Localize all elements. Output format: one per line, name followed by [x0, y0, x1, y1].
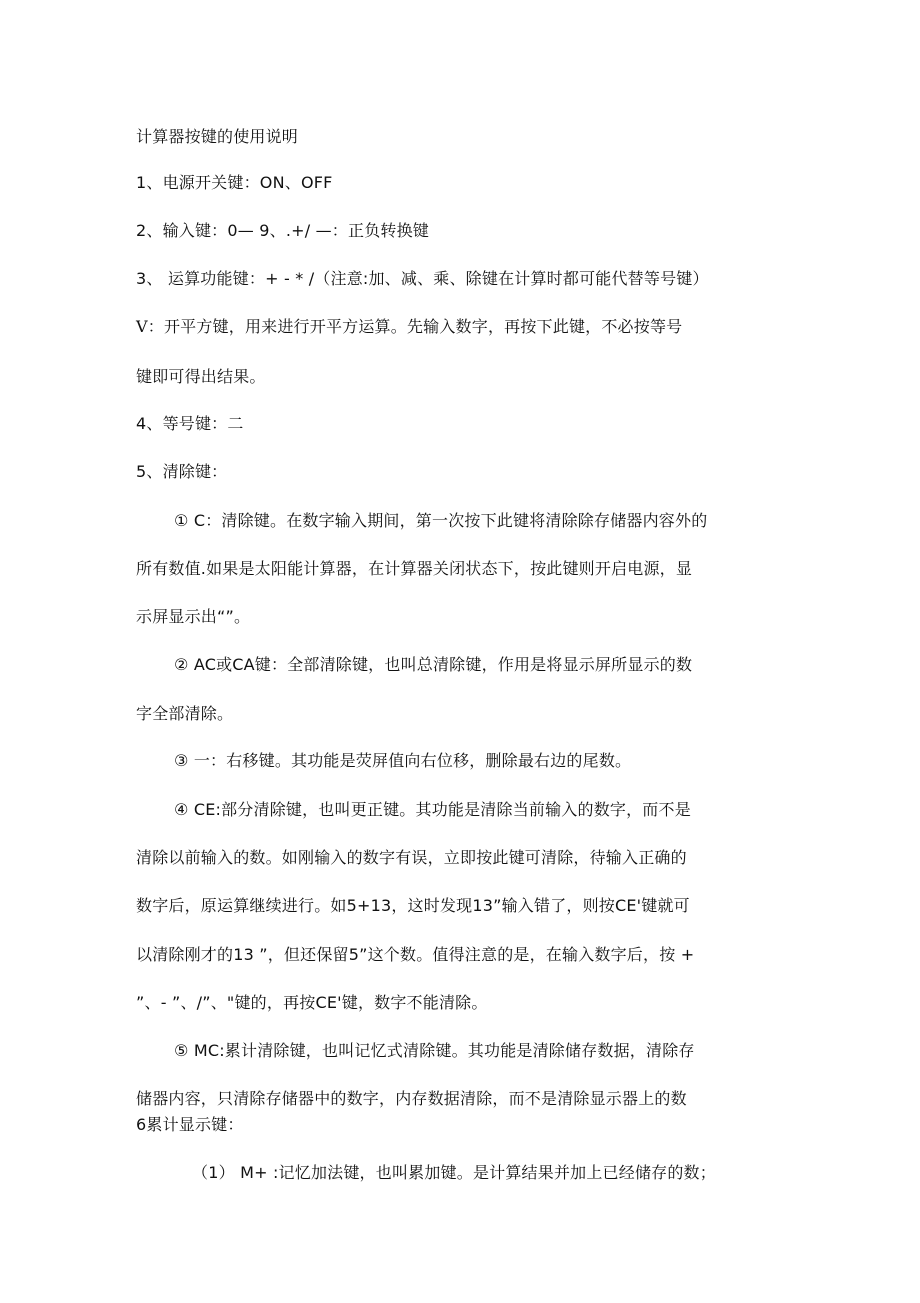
text-line: 清除以前输入的数。如刚输入的数字有误，立即按此键可清除，待输入正确的 [136, 848, 687, 867]
text-line: 2、输入键：0— 9、.+/ —：正负转换键 [136, 221, 429, 240]
text-line: ③ 一：右移键。其功能是荧屏值向右位移，删除最右边的尾数。 [174, 751, 632, 770]
text-line: ② AC或CA键：全部清除键，也叫总清除键，作用是将显示屏所显示的数 [174, 655, 693, 674]
text-line: V：开平方键，用来进行开平方运算。先输入数字，再按下此键，不必按等号 [136, 317, 683, 336]
text-line: （1） M+ :记忆加法键，也叫累加键。是计算结果并加上已经储存的数； [192, 1163, 716, 1182]
text-line: ⑤ MC:累计清除键，也叫记忆式清除键。其功能是清除储存数据，清除存 [174, 1041, 695, 1060]
text-line: 5、清除键： [136, 462, 228, 481]
text-line: 键即可得出结果。 [136, 367, 266, 386]
text-line: ① C：清除键。在数字输入期间，第一次按下此键将清除除存储器内容外的 [174, 511, 708, 530]
text-line: 3、 运算功能键：+ - * /（注意:加、减、乘、除键在计算时都可能代替等号键） [136, 269, 709, 288]
text-line: ④ CE:部分清除键，也叫更正键。其功能是清除当前输入的数字，而不是 [174, 800, 691, 819]
text-line: 4、等号键：二 [136, 414, 244, 433]
text-line: 6累计显示键： [136, 1115, 244, 1134]
text-line: ”、- ”、/”、"键的，再按CE'键，数字不能清除。 [136, 993, 488, 1012]
text-line: 储器内容，只清除存储器中的数字，内存数据清除，而不是清除显示器上的数 [136, 1089, 687, 1108]
text-line: 所有数值.如果是太阳能计算器，在计算器关闭状态下，按此键则开启电源，显 [136, 559, 693, 578]
text-line: 数字后，原运算继续进行。如5+13，这时发现13”输入错了，则按CE'键就可 [136, 896, 690, 915]
text-line: 示屏显示出“”。 [136, 607, 251, 626]
text-line: 字全部清除。 [136, 704, 234, 723]
document-title: 计算器按键的使用说明 [136, 127, 299, 146]
text-line: 以清除刚才的13 ”，但还保留5”这个数。值得注意的是，在输入数字后，按 + [136, 945, 695, 964]
text-line: 1、电源开关键：ON、OFF [136, 173, 333, 192]
